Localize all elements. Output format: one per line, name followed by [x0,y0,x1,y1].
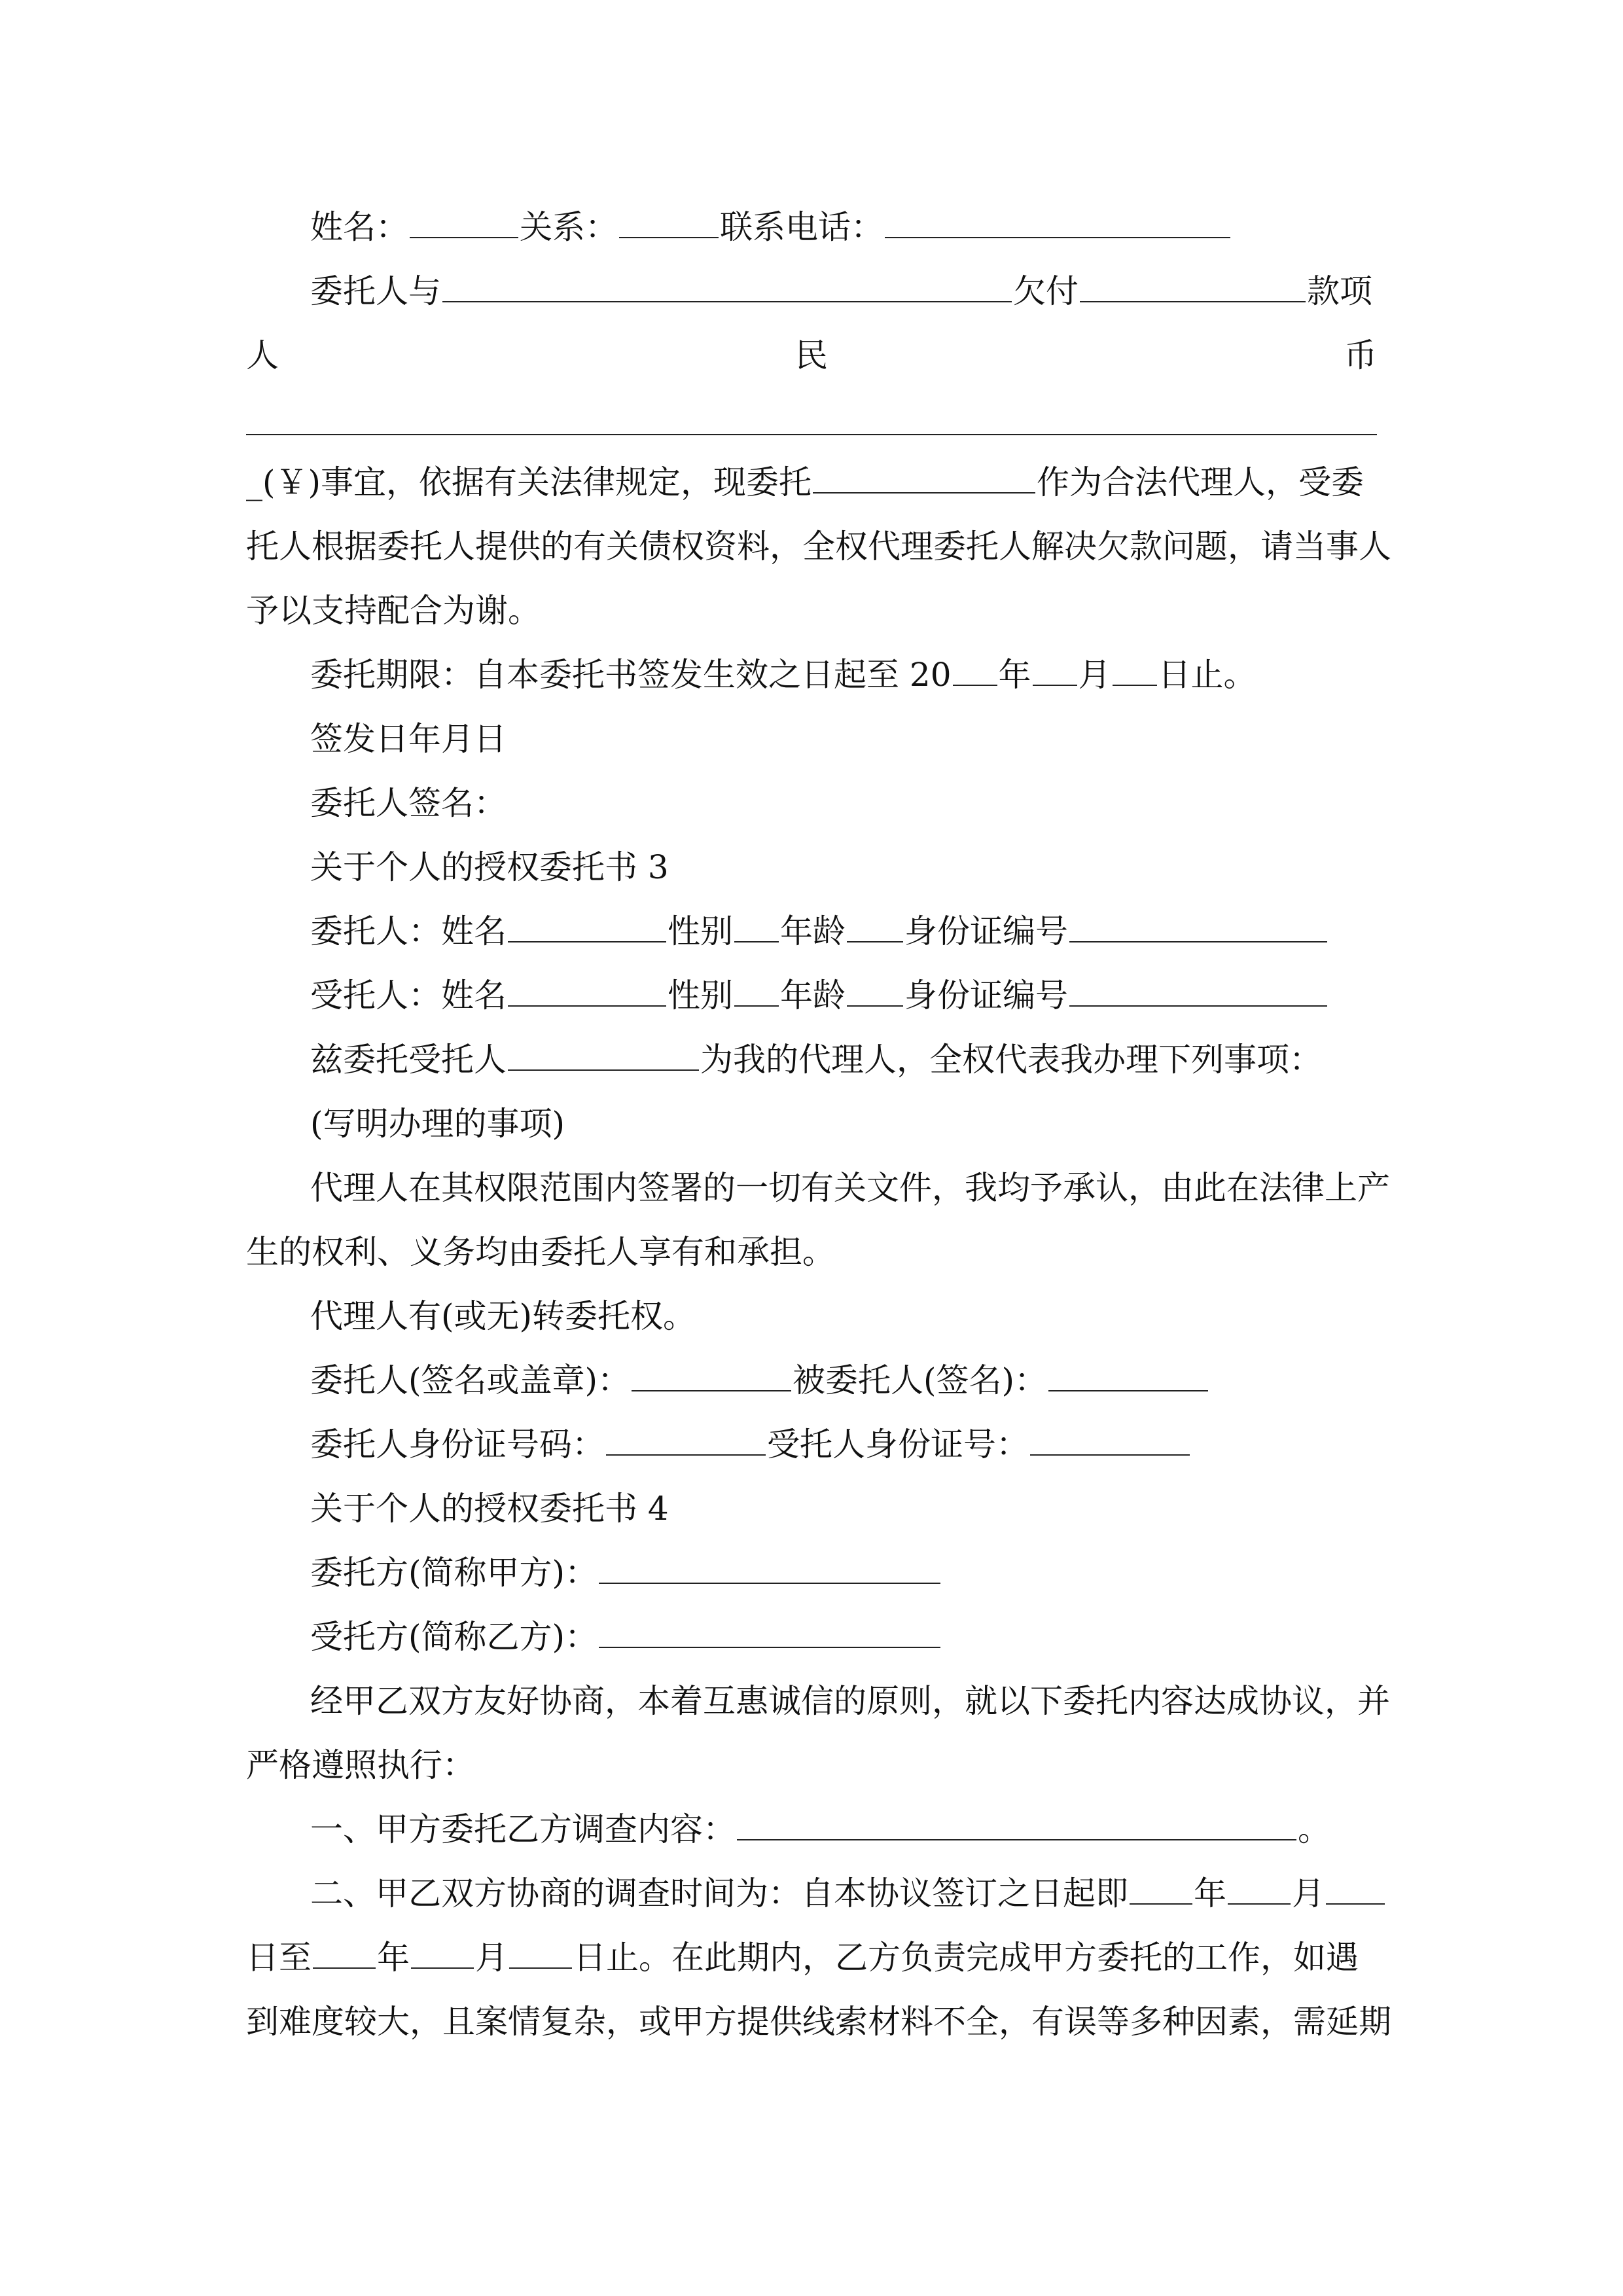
issue-date: 签发日年月日 [310,720,507,758]
clause-2-month: 月 [1292,1874,1325,1912]
currency-char-3: 币 [1344,336,1377,374]
year-blank [953,653,997,686]
agent-age-label: 年龄 [780,977,846,1014]
currency-char-1: 人 [246,336,279,374]
section-heading-3: 关于个人的授权委托书 3 [310,848,669,886]
name-label: 姓名： [310,208,408,246]
agent-sign-label: 被委托人(签名)： [793,1361,1048,1399]
appoint-start: 兹委托受托人 [310,1041,507,1079]
party-b-line [310,1614,942,1660]
debt-line-start: 委托人与 [310,272,441,310]
contact-line [310,204,1232,250]
yen-line-end: 作为合法代理人，受委 [1037,463,1364,501]
sign-line [310,1357,1209,1403]
principal-age-label: 年龄 [780,912,846,950]
agent-info-line [310,973,1329,1018]
clause-1-start: 一、甲方委托乙方调查内容： [310,1810,736,1848]
start-day-blank [1326,1872,1385,1905]
start-year-blank [1130,1872,1192,1905]
appoint-end: 为我的代理人，全权代表我办理下列事项： [700,1041,1322,1079]
sub-delegation-line: 代理人有(或无)转委托权。 [310,1297,696,1335]
principal-sign-label: 委托人(签名或盖章)： [310,1361,631,1399]
day-blank [1113,653,1157,686]
clause-2-continued: 到难度较大，且案情复杂，或甲方提供线索材料不全，有误等多种因素，需延期 [246,2003,1391,2041]
amount-rule [246,434,1377,435]
agent-name-label: 受托人：姓名 [310,977,507,1014]
relation-blank [619,206,719,238]
term-year: 年 [998,656,1031,694]
para-line: 予以支持配合为谢。 [246,592,541,630]
appointee-blank [508,1038,699,1071]
para-line: 托人根据委托人提供的有关债权资料，全权代理委托人解决欠款问题，请当事人 [246,528,1391,565]
currency-char-2: 民 [795,336,828,374]
clause-2b-start: 日至 [246,1939,312,1977]
party-b-label: 受托方(简称乙方)： [310,1618,598,1656]
agent-blank [813,461,1035,493]
amount-blank [1080,270,1306,302]
appoint-line [310,1037,1322,1083]
clause-1 [310,1806,1330,1852]
agency-line: 代理人在其权限范围内签署的一切有关文件，我均予承认，由此在法律上产 [310,1169,1390,1207]
agent-id-label: 身份证编号 [904,977,1068,1014]
section-heading-4: 关于个人的授权委托书 4 [310,1490,669,1528]
principal-name-blank [508,910,666,942]
agent-gender-label: 性别 [668,977,733,1014]
debt-line-items: 款项 [1307,272,1372,310]
investigation-content-blank [737,1808,1296,1840]
currency-line [246,332,1377,378]
agent-id-number-label: 受托人身份证号： [767,1426,1029,1463]
debt-line [310,268,1372,314]
clause-2 [310,1871,1386,1916]
yen-line-start: _(￥)事宜，依据有关法律规定，现委托 [246,463,812,501]
principal-id-label: 身份证编号 [904,912,1068,950]
month-blank [1033,653,1077,686]
principal-id-blank [1069,910,1327,942]
principal-signature: 委托人签名： [310,784,507,822]
principal-age-blank [847,910,903,942]
principal-id-number-label: 委托人身份证号码： [310,1426,605,1463]
end-day-blank [509,1936,572,1969]
party-a-label: 委托方(简称甲方)： [310,1554,598,1592]
phone-label: 联系电话： [720,208,883,246]
debt-line-owes: 欠付 [1013,272,1079,310]
debtor-blank [442,270,1012,302]
clause-2-continued [246,1935,1359,1981]
party-b-blank [599,1615,940,1648]
agent-sign-blank [1048,1359,1208,1391]
id-number-line [310,1422,1191,1467]
matters-note: (写明办理的事项) [310,1105,565,1143]
agent-gender-blank [734,974,779,1007]
party-a-line [310,1550,942,1596]
end-year-blank [313,1936,376,1969]
term-line [310,652,1257,698]
term-start: 委托期限：自本委托书签发生效之日起至 20 [310,656,952,694]
agent-id-blank [1069,974,1327,1007]
agent-name-blank [508,974,666,1007]
principal-gender-blank [734,910,779,942]
clause-2-year: 年 [1194,1874,1226,1912]
yen-line [246,459,1364,505]
principal-info-line [310,908,1329,954]
principal-gender-label: 性别 [668,912,733,950]
phone-blank [885,206,1230,238]
agent-id-number-blank [1030,1423,1190,1456]
end-month-blank [411,1936,474,1969]
clause-2b-end: 日止。在此期内，乙方负责完成甲方委托的工作，如遇 [573,1939,1359,1977]
start-month-blank [1228,1872,1291,1905]
name-blank [410,206,518,238]
clause-2b-year: 年 [377,1939,410,1977]
clause-1-end: 。 [1298,1810,1330,1848]
agency-line: 生的权利、义务均由委托人享有和承担。 [246,1233,835,1271]
agent-age-blank [847,974,903,1007]
term-month: 月 [1078,656,1111,694]
principal-sign-blank [632,1359,791,1391]
agreement-line: 严格遵照执行： [246,1746,475,1784]
term-end: 日止。 [1158,656,1257,694]
relation-label: 关系： [520,208,618,246]
clause-2b-month: 月 [475,1939,508,1977]
principal-id-number-blank [606,1423,766,1456]
clause-2-start: 二、甲乙双方协商的调查时间为：自本协议签订之日起即 [310,1874,1128,1912]
party-a-blank [599,1551,940,1584]
agreement-line: 经甲乙双方友好协商，本着互惠诚信的原则，就以下委托内容达成协议，并 [310,1682,1390,1720]
principal-name-label: 委托人：姓名 [310,912,507,950]
